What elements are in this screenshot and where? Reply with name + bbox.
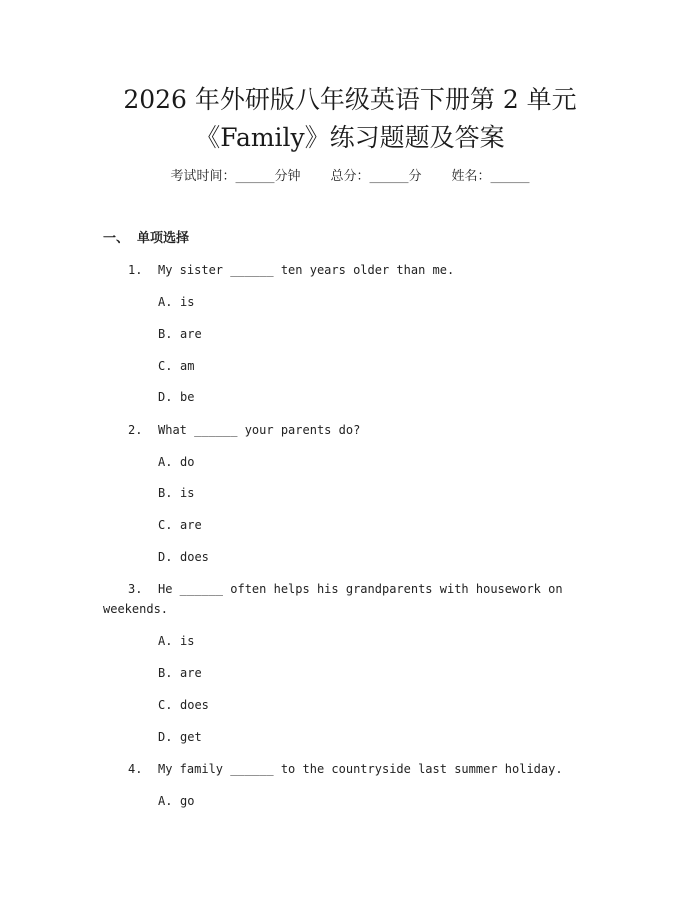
option-1d[interactable] [158,387,194,407]
section-number: 一、 [103,231,130,246]
option-text: is [180,295,195,309]
question-text-wrap: weekends. [103,602,169,616]
option-text: am [180,359,195,373]
option-3a[interactable] [158,631,194,651]
option-1b[interactable] [158,324,202,344]
option-2d[interactable] [158,547,209,567]
question-2 [103,420,563,440]
section-heading [103,229,189,249]
option-2c[interactable] [158,515,202,535]
question-text: My sister ______ ten years older than me. [158,263,455,277]
option-2b[interactable] [158,483,194,503]
option-text: be [180,390,195,404]
option-text: is [180,486,195,500]
question-number: 1. [128,263,143,277]
option-letter: B. [158,666,173,680]
question-text: What ______ your parents do? [158,423,361,437]
option-letter: A. [158,455,173,469]
option-letter: C. [158,518,173,532]
question-text: My family ______ to the countryside last summer holiday. [158,762,563,776]
section-title: 单项选择 [137,231,190,246]
option-text: is [180,634,195,648]
question-number: 2. [128,423,143,437]
exam-meta [0,167,700,187]
option-letter: D. [158,730,173,744]
question-4 [103,759,563,779]
question-3 [103,579,563,599]
option-1a[interactable] [158,292,194,312]
option-letter: D. [158,550,173,564]
option-text: does [180,550,209,564]
option-3c[interactable] [158,695,209,715]
option-letter: B. [158,327,173,341]
document-title-line-2: 《Family》练习题题及答案 [195,123,505,152]
option-text: are [180,518,202,532]
question-number: 4. [128,762,143,776]
option-text: do [180,455,195,469]
option-3b[interactable] [158,663,202,683]
option-1c[interactable] [158,356,194,376]
option-letter: C. [158,698,173,712]
option-text: are [180,666,202,680]
exam-time-label: 考试时间：______分钟 [170,169,301,184]
option-3d[interactable] [158,727,202,747]
option-4a[interactable] [158,791,194,811]
question-1 [103,260,563,280]
student-name-label: 姓名：______ [451,169,530,184]
question-text: He ______ often helps his grandparents with housework on [158,582,563,596]
option-letter: C. [158,359,173,373]
option-2a[interactable] [158,452,194,472]
option-letter: D. [158,390,173,404]
question-number: 3. [128,582,143,596]
option-letter: A. [158,295,173,309]
document-title-line-1: 2026 年外研版八年级英语下册第 2 单元 [123,85,577,114]
question-3-continuation [103,599,563,619]
option-text: get [180,730,202,744]
option-text: are [180,327,202,341]
option-letter: A. [158,634,173,648]
option-letter: B. [158,486,173,500]
total-score-label: 总分：______分 [330,169,422,184]
option-text: go [180,794,195,808]
option-text: does [180,698,209,712]
option-letter: A. [158,794,173,808]
